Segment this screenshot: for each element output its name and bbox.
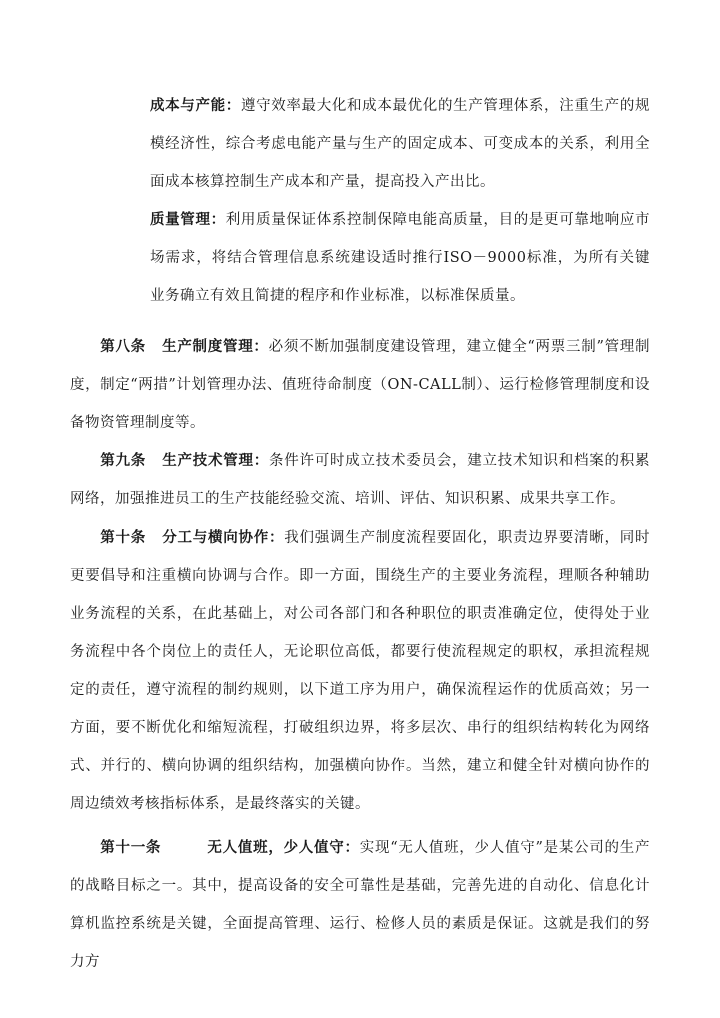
article-8-term: 生产制度管理：	[161, 339, 269, 355]
body-cost-capacity: 遵守效率最大化和成本最优化的生产管理体系，注重生产的规模经济性，综合考虑电能产量与生产的固定成本、可变成本的关系，利用全面成本核算控制生产成本和产量，提高投入产出比。	[150, 98, 650, 190]
body-quality-management: 利用质量保证体系控制保障电能高质量，目的是更可靠地响应市场需求，将结合管理信息系统建设适时推行ISO－9000标准，为所有关键业务确立有效且简捷的程序和作业标准，以标准保质量。	[150, 212, 650, 304]
article-8-number: 第八条	[100, 339, 146, 355]
article-9-body: 条件许可时成立技术委员会，建立技术知识和档案的积累网络，加强推进员工的生产技能经验交流、培训、评估、知识积累、成果共享工作。	[70, 453, 650, 507]
article-10-term: 分工与横向协作：	[162, 530, 285, 546]
article-8-body: 必须不断加强制度建设管理，建立健全“两票三制”管理制度，制定“两措”计划管理办法、值班待命制度（ON-CALL制）、运行检修管理制度和设备物资管理制度等。	[70, 339, 651, 431]
article-8	[70, 328, 650, 442]
term-cost-capacity: 成本与产能：	[150, 98, 241, 114]
paragraph-cost-capacity	[150, 87, 650, 201]
article-10-body: 我们强调生产制度流程要固化，职责边界要清晰，同时更要倡导和注重横向协调与合作。即一方面，围绕生产的主要业务流程，理顺各种辅助业务流程的关系，在此基础上，对公司各部门和各种职位的职责准确定位，使得处于业务流程中各个岗位上的责任人，无论职位高低，都要行使流程规定的职权，承担流程规定的责任，遵守流程的制约规则，以下道工序为用户，确保流程运作的优质高效；另一方面，要不断优化和缩短流程，打破组织边界，将多层次、串行的组织结构转化为网络式、并行的、横向协调的组织结构，加强横向协作。当然，建立和健全针对横向协作的周边绩效考核指标体系，是最终落实的关键。	[70, 530, 650, 812]
article-9-term: 生产技术管理：	[162, 453, 269, 469]
article-11-body: 实现“无人值班，少人值守”是某公司的生产的战略目标之一。其中，提高设备的安全可靠性是基础，完善先进的自动化、信息化计算机监控系统是关键，全面提高管理、运行、检修人员的素质是保证。这就是我们的努力方	[70, 840, 651, 970]
article-10-number: 第十条	[100, 530, 146, 546]
article-11-term: 无人值班，少人值守：	[207, 840, 360, 856]
article-11-number: 第十一条	[100, 840, 162, 856]
article-11	[70, 829, 650, 981]
article-9-number: 第九条	[100, 453, 146, 469]
article-9	[70, 442, 650, 518]
paragraph-quality-management	[150, 201, 650, 315]
article-10	[70, 519, 650, 823]
term-quality-management: 质量管理：	[150, 212, 226, 228]
